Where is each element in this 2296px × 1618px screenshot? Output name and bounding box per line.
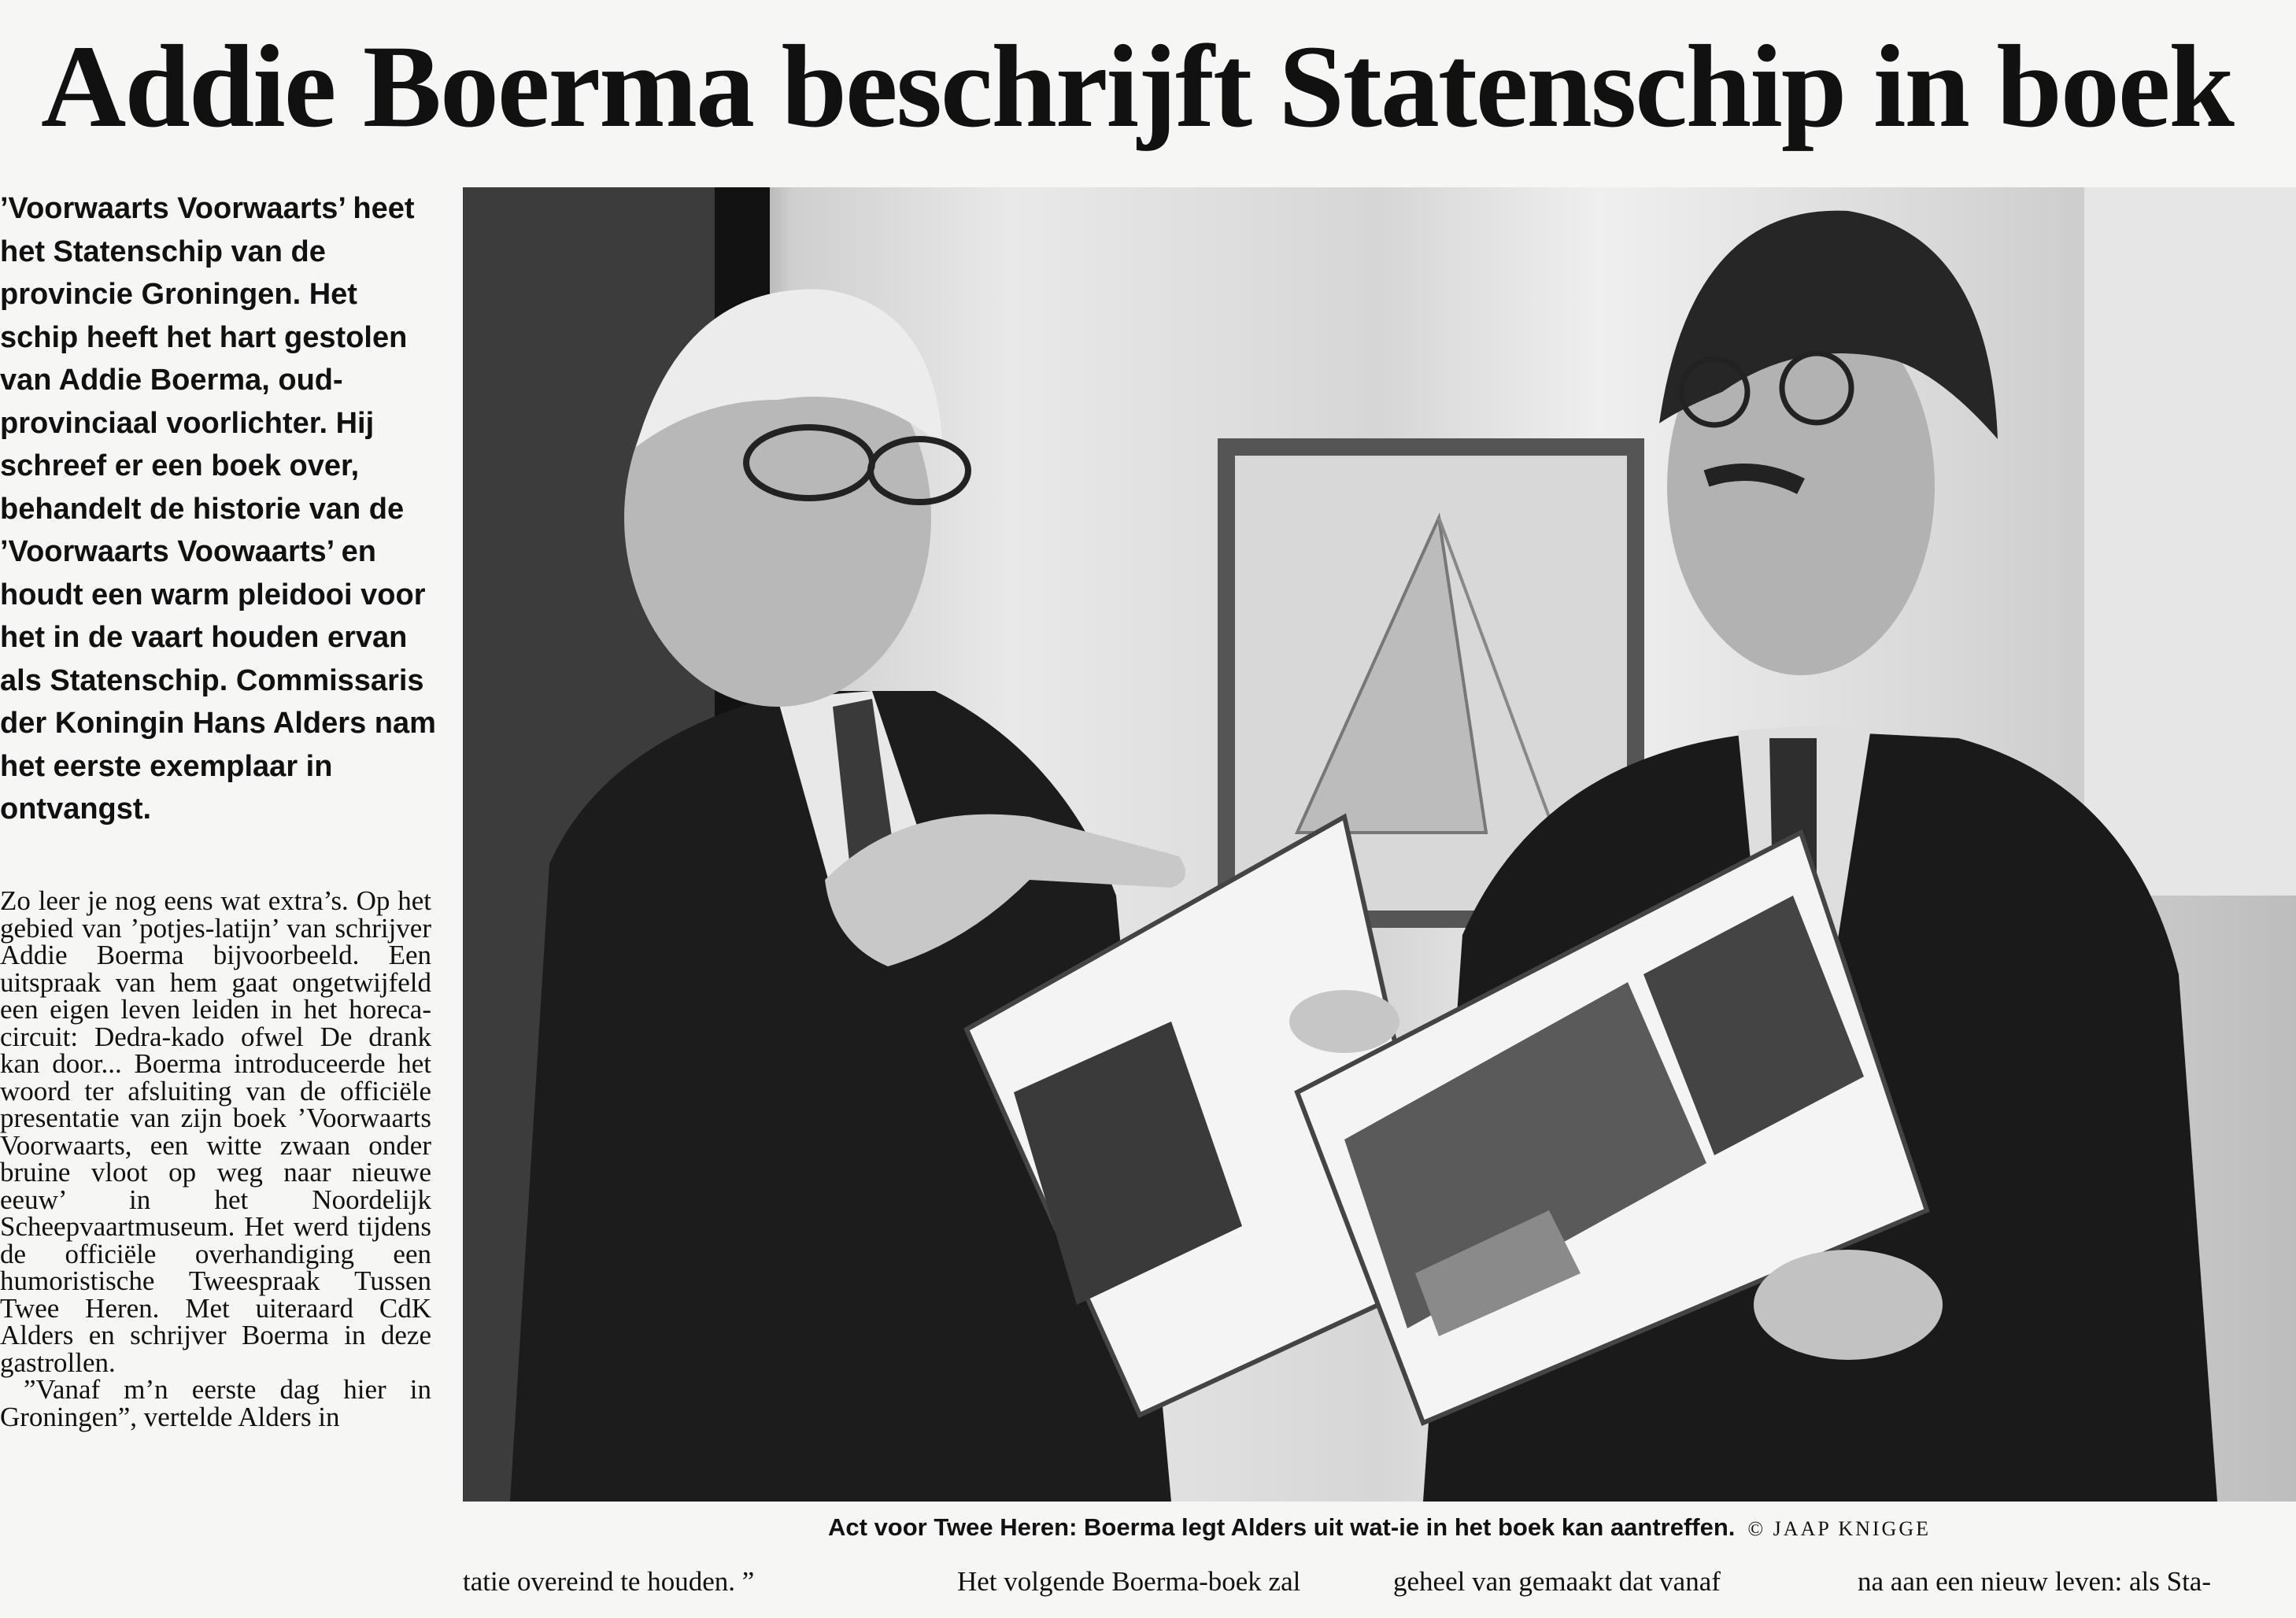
body-paragraph-2: ”Vanaf m’n eerste dag hier in Groningen”, vertelde Alders in bbox=[0, 1374, 431, 1432]
bottom-column-1: tatie overeind te houden. ” bbox=[463, 1568, 755, 1597]
bottom-column-3: geheel van gemaakt dat vanaf bbox=[1393, 1568, 1721, 1597]
bottom-column-2: Het volgende Boerma-boek zal bbox=[957, 1568, 1301, 1597]
news-photo bbox=[463, 187, 2296, 1502]
body-paragraph-1: Zo leer je nog eens wat extra’s. Op het gebied van ’potjes-latijn’ van schrijver Addie Boerma bijvoorbeeld. Een uitspraak van hem gaat ongetwijfeld een eigen leven leiden in het horeca-circuit: Dedra-kado ofwel De drank kan door... Boerma introduceerde het woord ter afsluiting van de officiële presentatie van zijn boek ’Voorwaarts Voorwaarts, een witte zwaan onder bruine vloot op weg naar nieuwe eeuw’ in het Noordelijk Scheepvaartmuseum. Het werd tijdens de officiële overhandiging een humoristische Tweespraak Tussen Twee Heren. Met uiteraard CdK Alders en schrijver Boerma in deze gastrollen. bbox=[0, 885, 431, 1378]
lead-text: ’Voorwaarts Voorwaarts’ heet het Statenschip van de provincie Groningen. Het schip heeft het hart gestolen van Addie Boerma, oud-provinciaal voorlichter. Hij schreef er een boek over, behandelt de historie van de ’Voorwaarts Voowaarts’ en houdt een warm pleidooi voor het in de vaart houden ervan als Statenschip. Commissaris der Koningin Hans Alders nam het eerste exemplaar in ontvangst. bbox=[0, 192, 436, 826]
photo-illustration bbox=[463, 187, 2296, 1502]
photo-caption bbox=[463, 1509, 2296, 1546]
headline: Addie Boerma beschrijft Statenschip in boek bbox=[41, 21, 2233, 152]
body-column bbox=[0, 885, 431, 1432]
caption-text: Act voor Twee Heren: Boerma legt Alders uit wat-ie in het boek kan aantreffen. bbox=[828, 1513, 1736, 1541]
photo-credit: © JAAP KNIGGE bbox=[1747, 1517, 1931, 1540]
lead-paragraph bbox=[0, 187, 441, 831]
bottom-column-4: na aan een nieuw leven: als Sta- bbox=[1858, 1568, 2211, 1597]
